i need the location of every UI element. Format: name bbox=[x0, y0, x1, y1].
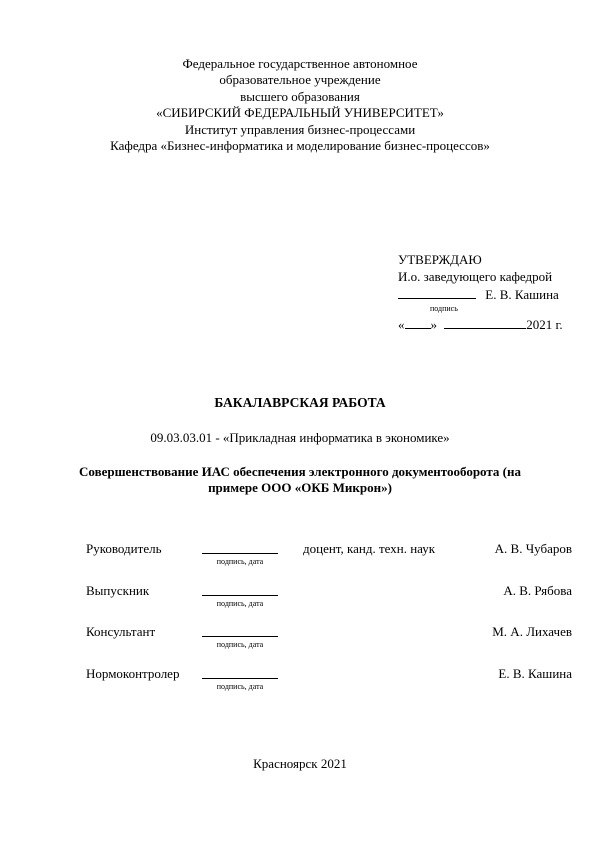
signatory-name: М. А. Лихачев bbox=[492, 624, 572, 639]
approval-month-blank bbox=[444, 315, 526, 329]
approval-year: 2021 г. bbox=[526, 316, 563, 332]
signature-blank bbox=[202, 553, 278, 554]
approval-block bbox=[398, 252, 563, 333]
approval-heading: УТВЕРЖДАЮ bbox=[398, 252, 482, 267]
approval-signature-line bbox=[398, 285, 563, 304]
institution-header bbox=[0, 56, 600, 154]
thesis-topic-line-2: примере ООО «ОКБ Микрон») bbox=[208, 480, 392, 495]
thesis-topic-line-1: Совершенствование ИАС обеспечения электронного документооборота (на bbox=[79, 464, 521, 479]
thesis-topic bbox=[0, 464, 600, 496]
header-line-1: Федеральное государственное автономное bbox=[182, 56, 418, 71]
approval-signer: Е. В. Кашина bbox=[485, 287, 559, 302]
signature-caption: подпись, дата bbox=[216, 682, 264, 691]
signature-caption: подпись, дата bbox=[216, 640, 264, 649]
signatory-name: А. В. Чубаров bbox=[494, 541, 572, 556]
signatory-role: Руководитель bbox=[86, 541, 162, 556]
approval-position: И.о. заведующего кафедрой bbox=[398, 268, 553, 284]
university-name: «СИБИРСКИЙ ФЕДЕРАЛЬНЫЙ УНИВЕРСИТЕТ» bbox=[156, 105, 444, 121]
signatory-row-supervisor bbox=[0, 541, 600, 571]
approval-signature-caption: подпись bbox=[430, 303, 458, 313]
signature-caption: подпись, дата bbox=[216, 557, 264, 566]
signatory-role: Консультант bbox=[86, 624, 156, 639]
signatory-name: А. В. Рябова bbox=[503, 583, 572, 598]
approval-date-line bbox=[398, 315, 563, 334]
signature-blank bbox=[202, 636, 278, 637]
signature-blank bbox=[202, 678, 278, 679]
city-year-footer: Красноярск 2021 bbox=[253, 756, 347, 771]
specialty-line: 09.03.03.01 - «Прикладная информатика в экономике» bbox=[150, 430, 450, 445]
signatory-name: Е. В. Кашина bbox=[498, 666, 572, 681]
department-name: Кафедра «Бизнес-информатика и моделирование бизнес-процессов» bbox=[110, 138, 490, 154]
header-line-3: высшего образования bbox=[240, 88, 360, 104]
signatory-row-graduate bbox=[0, 583, 600, 613]
approval-date-close: » bbox=[430, 316, 437, 332]
approval-day-blank bbox=[405, 315, 431, 329]
institute-name: Институт управления бизнес-процессами bbox=[184, 121, 416, 137]
approval-signature-blank bbox=[398, 285, 476, 299]
header-line-2: образовательное учреждение bbox=[219, 72, 381, 88]
work-type-title: БАКАЛАВРСКАЯ РАБОТА bbox=[214, 395, 386, 410]
approval-date-open: « bbox=[398, 316, 405, 332]
signatory-row-normcontroller bbox=[0, 666, 600, 696]
signatory-degree: доцент, канд. техн. наук bbox=[303, 541, 436, 556]
signatory-row-consultant bbox=[0, 624, 600, 654]
signatory-role: Нормоконтролер bbox=[86, 666, 180, 681]
signatory-role: Выпускник bbox=[86, 583, 150, 598]
signature-caption: подпись, дата bbox=[216, 599, 264, 608]
signature-blank bbox=[202, 595, 278, 596]
